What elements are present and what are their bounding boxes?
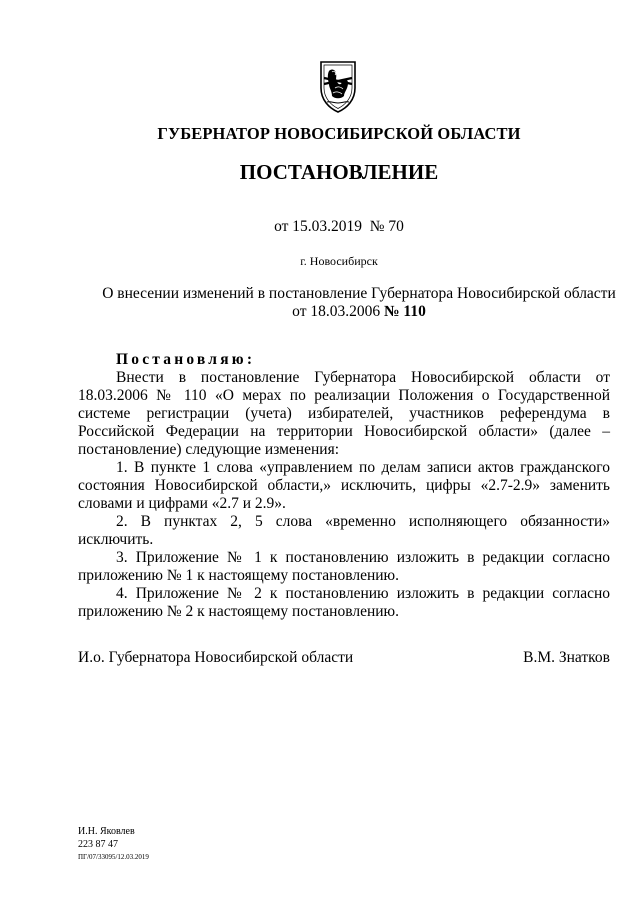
document-subject (78, 285, 640, 321)
list-item: 1. В пункте 1 слова «управлением по делам записи актов гражданского состояния Новосибирской области,» исключить, цифры «2.7-2.9» заменить словами и цифрами «2.7 и 2.9». (78, 459, 610, 512)
subject-line-1: О внесении изменений в постановление Губернатора Новосибирской области (102, 285, 616, 302)
executor-phone: 223 87 47 (78, 838, 118, 850)
signatory-title: И.о. Губернатора Новосибирской области (78, 649, 354, 666)
executor-name: И.Н. Яковлев (78, 826, 135, 837)
list-item: 2. В пунктах 2, 5 слова «временно исполняющего обязанности» исключить. (78, 513, 610, 548)
subject-line-2 (78, 303, 640, 321)
document-code: ПГ/07/33095/12.03.2019 (78, 853, 149, 861)
signatory-name: В.М. Знатков (523, 649, 610, 666)
intro-paragraph: Внести в постановление Губернатора Новосибирской области от 18.03.2006 № 110 «О мерах по реализации Положения о Государственной системе регистрации (учета) избирателей, участников референдума в Российской Федерации на территории Новосибирской области» (далее – постановление) следующие изменения: (78, 369, 610, 458)
document-type: ПОСТАНОВЛЕНИЕ (239, 160, 439, 184)
document-date-number: от 15.03.2019 № 70 (274, 218, 404, 235)
issuing-authority: ГУБЕРНАТОР НОВОСИБИРСКОЙ ОБЛАСТИ (157, 124, 521, 143)
subject-number: № 110 (383, 303, 426, 320)
list-item: 4. Приложение № 2 к постановлению изложить в редакции согласно приложению № 2 к настоящему постановлению. (78, 585, 610, 620)
document-body (78, 351, 610, 621)
resolve-heading: Постановляю: (116, 351, 256, 368)
list-item: 3. Приложение № 1 к постановлению изложить в редакции согласно приложению № 1 к настоящему постановлению. (78, 549, 610, 584)
coat-of-arms-icon (315, 58, 361, 114)
footer-block (78, 826, 149, 864)
subject-date: от 18.03.2006 (292, 303, 384, 320)
document-city: г. Новосибирск (300, 254, 378, 268)
